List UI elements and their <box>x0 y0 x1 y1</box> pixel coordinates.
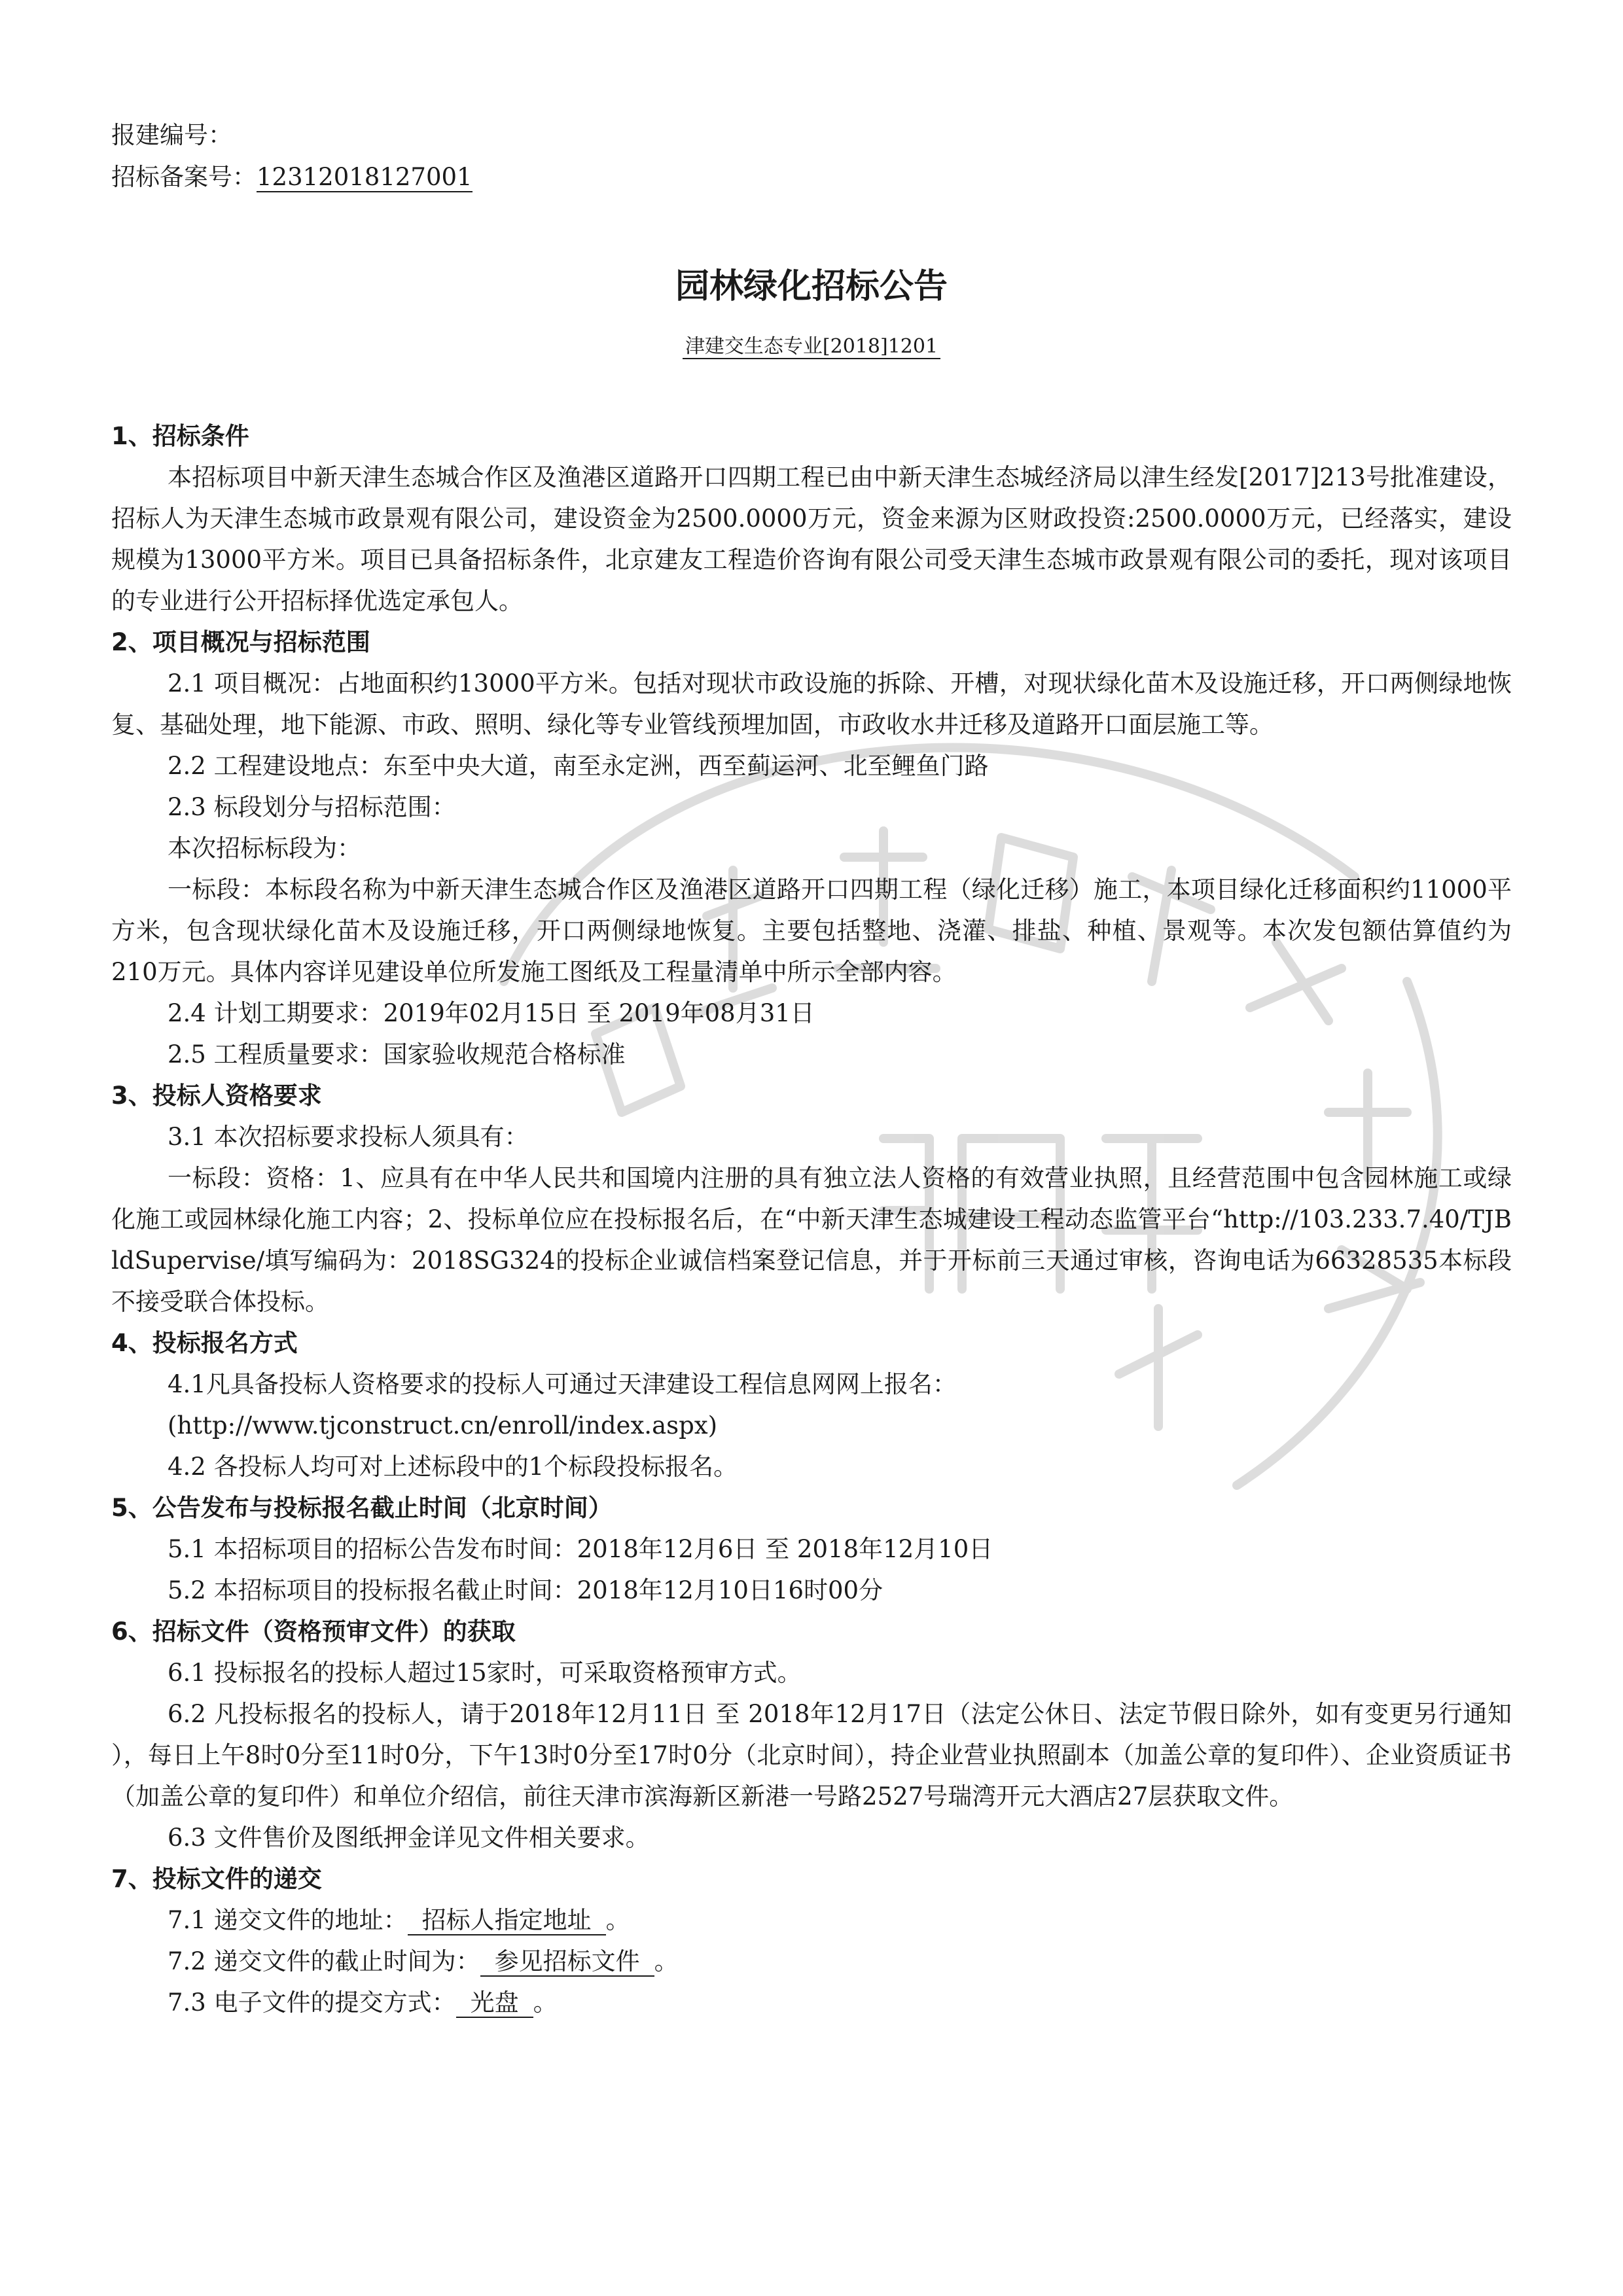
section-7-address <box>111 1899 1512 1941</box>
section-4-title: 4、投标报名方式 <box>111 1329 298 1357</box>
section-6-prequalification: 6.1 投标报名的投标人超过15家时，可采取资格预审方式。 <box>168 1659 802 1687</box>
doc-number-text: 津建交生态专业[2018]1201 <box>683 335 940 359</box>
doc-number <box>111 332 1512 362</box>
section-3-title: 3、投标人资格要求 <box>111 1082 322 1110</box>
section-6-title: 6、招标文件（资格预审文件）的获取 <box>111 1617 516 1646</box>
section-7-electronic-value: 光盘 <box>456 1988 533 2018</box>
tender-record-value: 12312018127001 <box>257 163 473 191</box>
section-2-overview: 2.1 项目概况：占地面积约13000平方米。包括对现状市政设施的拆除、开槽，对现状绿化苗木及设施迁移，开口两侧绿地恢复、基础处理，地下能源、市政、照明、绿化等专业管线预埋加固，市政收水井迁移及道路开口面层施工等。 <box>111 669 1512 739</box>
section-7-electronic <box>111 1982 1512 2023</box>
section-7-address-label: 7.1 递交文件的地址： <box>168 1906 408 1934</box>
section-7-deadline-value: 参见招标文件 <box>480 1947 654 1977</box>
section-5-title: 5、公告发布与投标报名截止时间（北京时间） <box>111 1494 613 1522</box>
section-2-lot-one: 一标段：本标段名称为中新天津生态城合作区及渔港区道路开口四期工程（绿化迁移）施工，本项目绿化迁移面积约11000平方米，包含现状绿化苗木及设施迁移，开口两侧绿地恢复。主要包括整地、浇灌、排盐、种植、景观等。本次发包额估算值约为 210万元。具体内容详见建设单位所发施工图纸及工程量清单中所示全部内容。 <box>111 875 1512 986</box>
baojian-number-line <box>111 115 1512 156</box>
document-body <box>111 115 1512 2023</box>
section-7-address-end: 。 <box>605 1906 630 1934</box>
section-5-deadline: 5.2 本招标项目的投标报名截止时间：2018年12月10日16时00分 <box>168 1576 883 1604</box>
section-7-electronic-label: 7.3 电子文件的提交方式： <box>168 1988 456 2017</box>
section-7-deadline <box>111 1941 1512 1982</box>
section-7-electronic-end: 。 <box>533 1988 558 2017</box>
baojian-number-label: 报建编号： <box>111 121 232 149</box>
section-4-lot-count: 4.2 各投标人均可对上述标段中的1个标段投标报名。 <box>168 1453 738 1481</box>
section-4-registration-url: (http://www.tjconstruct.cn/enroll/index.aspx) <box>168 1411 718 1439</box>
section-1-title: 1、招标条件 <box>111 422 249 450</box>
section-5-publish-time: 5.1 本招标项目的招标公告发布时间：2018年12月6日 至 2018年12月10日 <box>168 1535 993 1563</box>
tender-record-line <box>111 156 1512 198</box>
section-2-quality: 2.5 工程质量要求：国家验收规范合格标准 <box>168 1040 626 1069</box>
section-7-title: 7、投标文件的递交 <box>111 1865 322 1893</box>
section-6-fees: 6.3 文件售价及图纸押金详见文件相关要求。 <box>168 1824 650 1852</box>
section-7-address-value: 招标人指定地址 <box>408 1906 606 1935</box>
section-2-lots-heading: 2.3 标段划分与招标范围： <box>168 793 456 821</box>
section-2-location: 2.2 工程建设地点：东至中央大道，南至永定洲，西至蓟运河、北至鲤鱼门路 <box>168 752 989 780</box>
section-3-qualification: 一标段：资格：1、应具有在中华人民共和国境内注册的具有独立法人资格的有效营业执照，且经营范围中包含园林施工或绿化施工或园林绿化施工内容；2、投标单位应在投标报名后，在“中新天津生态城建设工程动态监管平台“http://103.233.7.40/TJBldSupervise/填写编码为：2018SG324的投标企业诚信档案登记信息，并于开标前三天通过审核，咨询电话为66328535本标段不接受联合体投标。 <box>111 1164 1512 1316</box>
tender-record-label: 招标备案号： <box>111 163 257 191</box>
section-1-paragraph: 本招标项目中新天津生态城合作区及渔港区道路开口四期工程已由中新天津生态城经济局以津生经发[2017]213号批准建设，招标人为天津生态城市政景观有限公司，建设资金为2500.0000万元，资金来源为区财政投资:2500.0000万元，已经落实，建设规模为13000平方米。项目已具备招标条件，北京建友工程造价咨询有限公司受天津生态城市政景观有限公司的委托，现对该项目的专业进行公开招标择优选定承包人。 <box>111 463 1512 615</box>
notice-title: 园林绿化招标公告 <box>675 267 948 306</box>
section-6-acquisition: 6.2 凡投标报名的投标人，请于2018年12月11日 至 2018年12月17日（法定公休日、法定节假日除外，如有变更另行通知 ），每日上午8时0分至11时0分，下午13时0分至17时0分（北京时间），持企业营业执照副本（加盖公章的复印件）、企业资质证书（加盖公章的复印件）和单位介绍信，前往天津市滨海新区新港一号路2527号瑞湾开元大酒店27层获取文件。 <box>111 1700 1512 1810</box>
section-7-deadline-end: 。 <box>654 1947 679 1975</box>
section-2-lots-intro: 本次招标标段为： <box>168 834 361 862</box>
section-2-title: 2、项目概况与招标范围 <box>111 628 370 656</box>
section-4-online-registration: 4.1凡具备投标人资格要求的投标人可通过天津建设工程信息网网上报名： <box>168 1370 957 1398</box>
sections <box>111 415 1512 2023</box>
section-3-requirement-heading: 3.1 本次招标要求投标人须具有： <box>168 1123 529 1151</box>
section-2-schedule: 2.4 计划工期要求：2019年02月15日 至 2019年08月31日 <box>168 999 815 1027</box>
section-7-deadline-label: 7.2 递交文件的截止时间为： <box>168 1947 480 1975</box>
